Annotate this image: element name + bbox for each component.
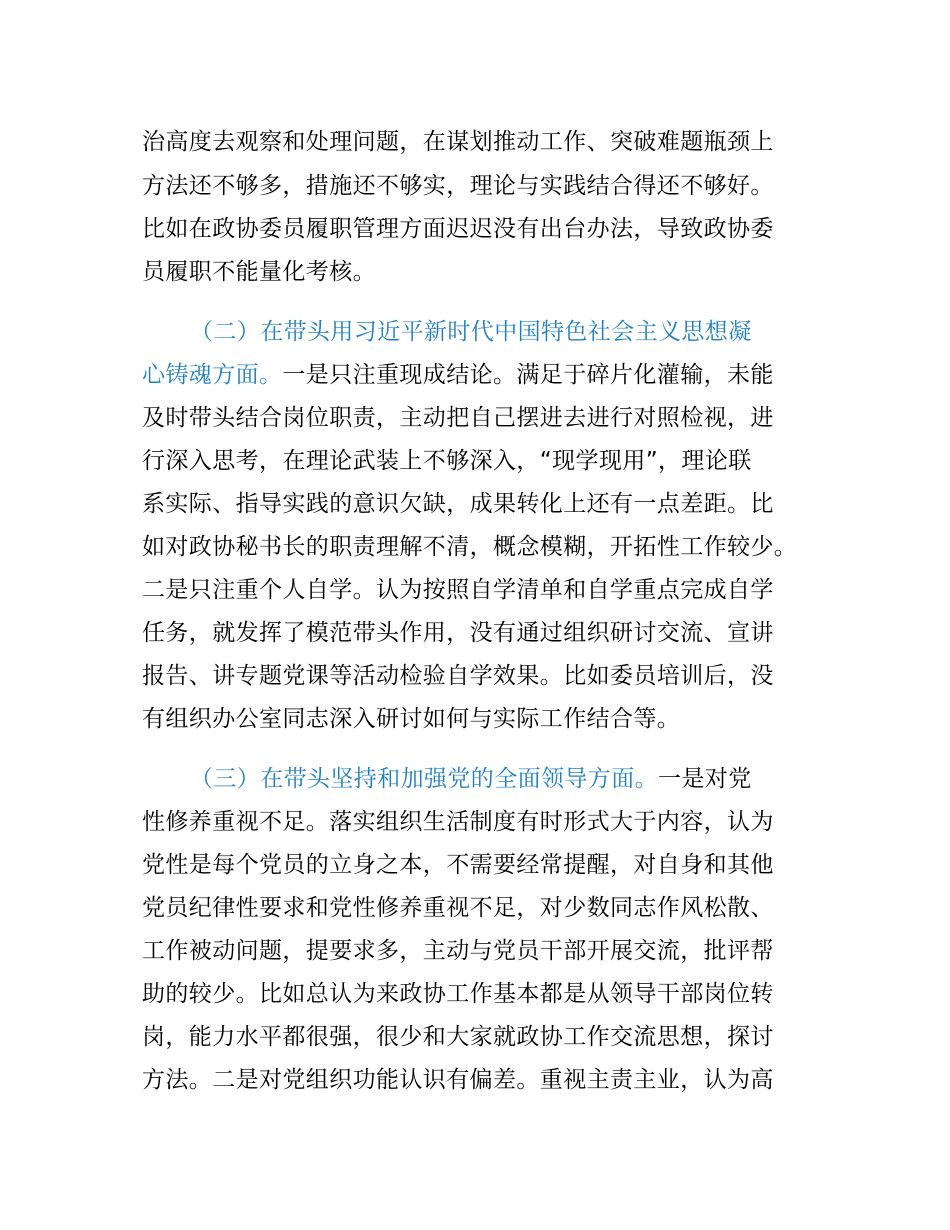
paragraph-1-line-1: 治高度去观察和处理问题，在谋划推动工作、突破难题瓶颈上 [142,129,774,155]
paragraph-3-line-6: 助的较少。比如总认为来政协工作基本都是从领导干部岗位转 [142,981,774,1007]
paragraph-2-line-5: 系实际、指导实践的意识欠缺，成果转化上还有一点差距。比 [142,491,774,517]
paragraph-2-line-7: 二是只注重个人自学。认为按照自学清单和自学重点完成自学 [142,577,774,603]
paragraph-2-line-10: 有组织办公室同志深入研讨如何与实际工作结合等。 [142,706,681,732]
section-2-heading-line-1: （二）在带头用习近平新时代中国特色社会主义思想凝 [190,319,752,345]
paragraph-3-line-1-body: 一是对党 [658,766,752,792]
paragraph-2-line-8: 任务，就发挥了模范带头作用，没有通过组织研讨交流、宣讲 [142,620,774,646]
paragraph-3-line-5: 工作被动问题，提要求多，主动与党员干部开展交流，批评帮 [142,938,774,964]
paragraph-1-line-2: 方法还不够多，措施还不够实，理论与实践结合得还不够好。 [142,173,774,199]
paragraph-2-line-4: 行深入思考，在理论武装上不够深入，“现学现用”，理论联 [142,448,752,474]
paragraph-2-line-2-body: 一是只注重现成结论。满足于碎片化灌输，未能 [282,362,774,388]
paragraph-3-line-4: 党员纪律性要求和党性修养重视不足，对少数同志作风松散、 [142,895,774,921]
paragraph-2-line-9: 报告、讲专题党课等活动检验自学效果。比如委员培训后，没 [142,663,774,689]
paragraph-1-line-3: 比如在政协委员履职管理方面迟迟没有出台办法，导致政协委 [142,216,774,242]
paragraph-3-line-3: 党性是每个党员的立身之本，不需要经常提醒，对自身和其他 [142,852,774,878]
paragraph-1-line-4: 员履职不能量化考核。 [142,259,376,285]
section-2-heading-line-2: 心铸魂方面。 [142,362,283,388]
paragraph-3-line-8: 方法。二是对党组织功能认识有偏差。重视主责主业，认为高 [142,1067,774,1093]
paragraph-3-line-7: 岗，能力水平都很强，很少和大家就政协工作交流思想，探讨 [142,1024,774,1050]
paragraph-2-line-3: 及时带头结合岗位职责，主动把自己摆进去进行对照检视，进 [142,405,774,431]
paragraph-3-line-1 [190,764,752,794]
paragraph-2-line-6: 如对政协秘书长的职责理解不清，概念模糊，开拓性工作较少。 [142,534,798,560]
section-3-heading: （三）在带头坚持和加强党的全面领导方面。 [190,766,658,792]
paragraph-3-line-2: 性修养重视不足。落实组织生活制度有时形式大于内容，认为 [142,809,774,835]
paragraph-2-line-2 [142,360,774,390]
